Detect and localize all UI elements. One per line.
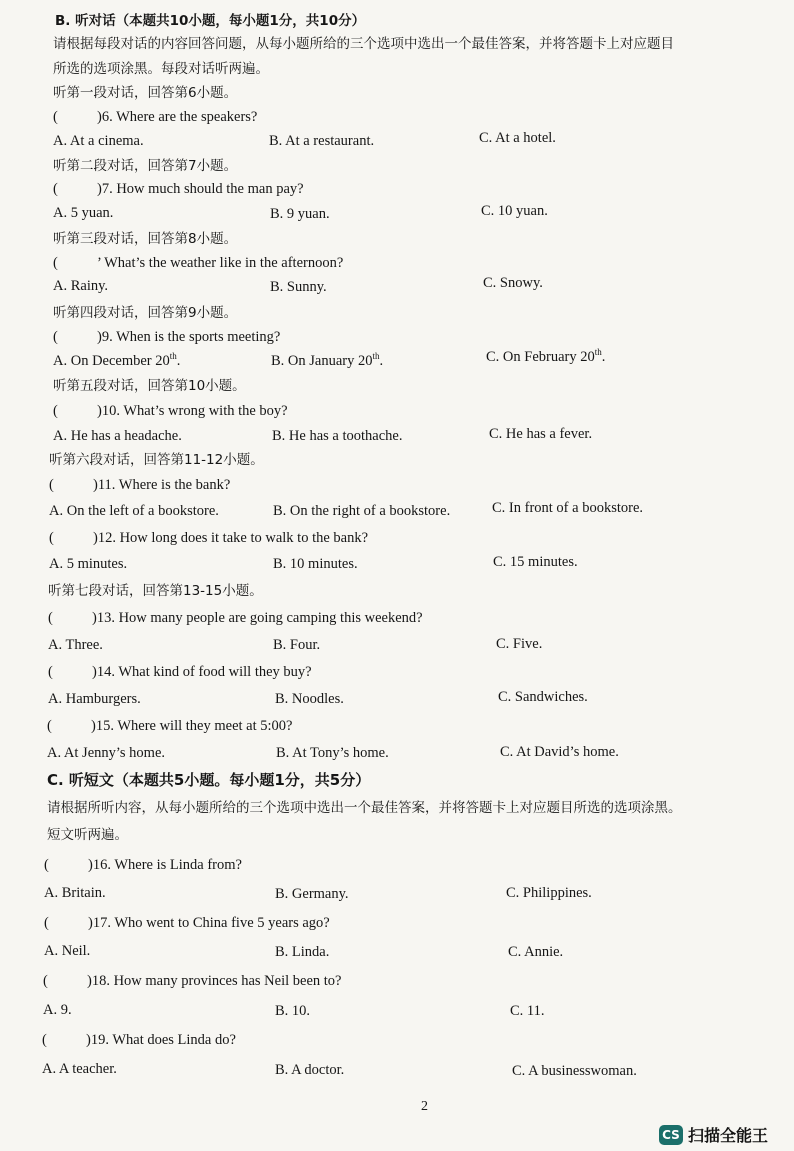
option-c: C. At a hotel.	[479, 130, 556, 146]
option-a: A. At a cinema.	[53, 133, 144, 149]
answer-blank: (	[48, 664, 53, 680]
answer-blank: (	[49, 530, 54, 546]
option-a-period: .	[176, 353, 181, 369]
question-17	[44, 914, 330, 932]
section-b-heading: B. 听对话（本题共10小题，每小题1分，共10分）	[55, 13, 366, 29]
option-a-text: A. On December 20	[53, 353, 170, 369]
option-b: B. Noodles.	[275, 691, 344, 707]
question-prompt: )18. How many provinces has Neil been to?	[87, 973, 342, 989]
question-prompt: )11. Where is the bank?	[93, 477, 231, 493]
page-number: 2	[421, 1099, 428, 1114]
option-c: C. 10 yuan.	[481, 203, 548, 219]
question-8	[53, 254, 343, 272]
question-prompt: )9. When is the sports meeting?	[97, 329, 281, 345]
option-c: C. 15 minutes.	[493, 554, 578, 570]
option-a: A. Hamburgers.	[48, 691, 141, 707]
question-7	[53, 180, 304, 198]
question-prompt: )19. What does Linda do?	[86, 1032, 236, 1048]
option-a: A. He has a headache.	[53, 428, 182, 444]
answer-blank: (	[53, 181, 58, 197]
section-c-instruction-1: 请根据所听内容，从每小题所给的三个选项中选出一个最佳答案，并将答题卡上对应题目所选的选项涂黑。	[47, 800, 682, 816]
scanner-watermark	[659, 1123, 768, 1146]
answer-blank: (	[42, 1032, 47, 1048]
dialogue-label-7: 听第七段对话，回答第13-15小题。	[48, 583, 263, 599]
question-12	[49, 529, 368, 547]
section-b-instruction-2: 所选的选项涂黑。每段对话听两遍。	[53, 61, 269, 77]
question-prompt: )16. Where is Linda from?	[88, 857, 242, 873]
question-18	[43, 972, 342, 990]
option-b-text: B. On January 20	[271, 353, 373, 369]
option-c: C. He has a fever.	[489, 426, 593, 442]
question-13	[48, 609, 423, 627]
option-b: B. Four.	[273, 637, 321, 653]
option-c: C. 11.	[510, 1003, 545, 1019]
option-c: C. Philippines.	[506, 885, 592, 901]
option-a: A. At Jenny’s home.	[47, 745, 166, 761]
section-c-heading: C. 听短文（本题共5小题。每小题1分，共5分）	[47, 771, 371, 789]
option-c-text: C. On February 20	[486, 349, 595, 365]
answer-blank: (	[53, 255, 58, 271]
option-c: C. A businesswoman.	[512, 1063, 637, 1079]
option-b: B. A doctor.	[275, 1062, 345, 1078]
dialogue-label-5: 听第五段对话，回答第10小题。	[53, 378, 246, 394]
option-a: A. 5 yuan.	[53, 205, 114, 221]
option-a: A. 5 minutes.	[49, 556, 128, 572]
option-b: B. At a restaurant.	[269, 133, 375, 149]
question-prompt: ’ What’s the weather like in the afternoon?	[97, 255, 344, 271]
option-a: A. A teacher.	[42, 1061, 117, 1077]
section-b-instruction-1: 请根据每段对话的内容回答问题，从每小题所给的三个选项中选出一个最佳答案，并将答题卡上对应题目	[53, 36, 674, 52]
option-c: C. Annie.	[508, 944, 564, 960]
option-c: C. In front of a bookstore.	[492, 500, 644, 516]
question-6	[53, 108, 257, 126]
option-a: A. Britain.	[44, 885, 106, 901]
option-c: C. Snowy.	[483, 275, 543, 291]
question-prompt: )6. Where are the speakers?	[97, 109, 258, 125]
scanner-app-name: 扫描全能王	[688, 1126, 769, 1145]
option-b: B. Linda.	[275, 944, 330, 960]
option-b: B. 10 minutes.	[273, 556, 358, 572]
answer-blank: (	[47, 718, 52, 734]
option-c: C. Sandwiches.	[498, 689, 588, 705]
answer-blank: (	[44, 915, 49, 931]
answer-blank: (	[43, 973, 48, 989]
question-16	[44, 856, 242, 874]
ordinal-suffix: th	[594, 347, 602, 358]
question-prompt: )12. How long does it take to walk to the bank?	[93, 530, 369, 546]
question-19	[42, 1031, 236, 1049]
dialogue-label-1: 听第一段对话，回答第6小题。	[53, 85, 238, 101]
question-prompt: )15. Where will they meet at 5:00?	[91, 718, 293, 734]
option-c: C. Five.	[496, 636, 543, 652]
answer-blank: (	[48, 610, 53, 626]
ordinal-suffix: th	[169, 351, 177, 362]
option-a: A. On the left of a bookstore.	[49, 503, 219, 519]
option-a: A. Neil.	[44, 943, 91, 959]
question-10	[53, 402, 288, 420]
option-b	[271, 352, 383, 370]
option-b: B. 10.	[275, 1003, 311, 1019]
option-b: B. On the right of a bookstore.	[273, 503, 451, 519]
answer-blank: (	[53, 403, 58, 419]
question-15	[47, 717, 292, 735]
question-prompt: )13. How many people are going camping this weekend?	[92, 610, 423, 626]
answer-blank: (	[53, 109, 58, 125]
option-a: A. 9.	[43, 1002, 72, 1018]
dialogue-label-6: 听第六段对话，回答第11-12小题。	[49, 452, 264, 468]
question-prompt: )17. Who went to China five 5 years ago?	[88, 915, 330, 931]
question-prompt: )10. What’s wrong with the boy?	[97, 403, 288, 419]
answer-blank: (	[49, 477, 54, 493]
option-c	[486, 348, 605, 366]
option-c: C. At David’s home.	[500, 744, 619, 760]
option-c-period: .	[601, 349, 606, 365]
dialogue-label-4: 听第四段对话，回答第9小题。	[53, 305, 238, 321]
option-b: B. Germany.	[275, 886, 349, 902]
option-b: B. At Tony’s home.	[276, 745, 389, 761]
answer-blank: (	[53, 329, 58, 345]
dialogue-label-2: 听第二段对话，回答第7小题。	[53, 158, 238, 174]
option-a: A. Rainy.	[53, 278, 109, 294]
option-b: B. Sunny.	[270, 279, 327, 295]
option-a: A. Three.	[48, 637, 103, 653]
option-b-period: .	[379, 353, 384, 369]
option-b: B. 9 yuan.	[270, 206, 330, 222]
dialogue-label-3: 听第三段对话，回答第8小题。	[53, 231, 238, 247]
ordinal-suffix: th	[372, 351, 380, 362]
question-prompt: )7. How much should the man pay?	[97, 181, 304, 197]
camscanner-logo-icon: CS	[659, 1125, 683, 1145]
question-9	[53, 328, 280, 346]
answer-blank: (	[44, 857, 49, 873]
section-c-instruction-2: 短文听两遍。	[47, 827, 128, 843]
option-a	[53, 352, 180, 370]
question-11	[49, 476, 230, 494]
question-prompt: )14. What kind of food will they buy?	[92, 664, 312, 680]
question-14	[48, 663, 312, 681]
option-b: B. He has a toothache.	[272, 428, 403, 444]
